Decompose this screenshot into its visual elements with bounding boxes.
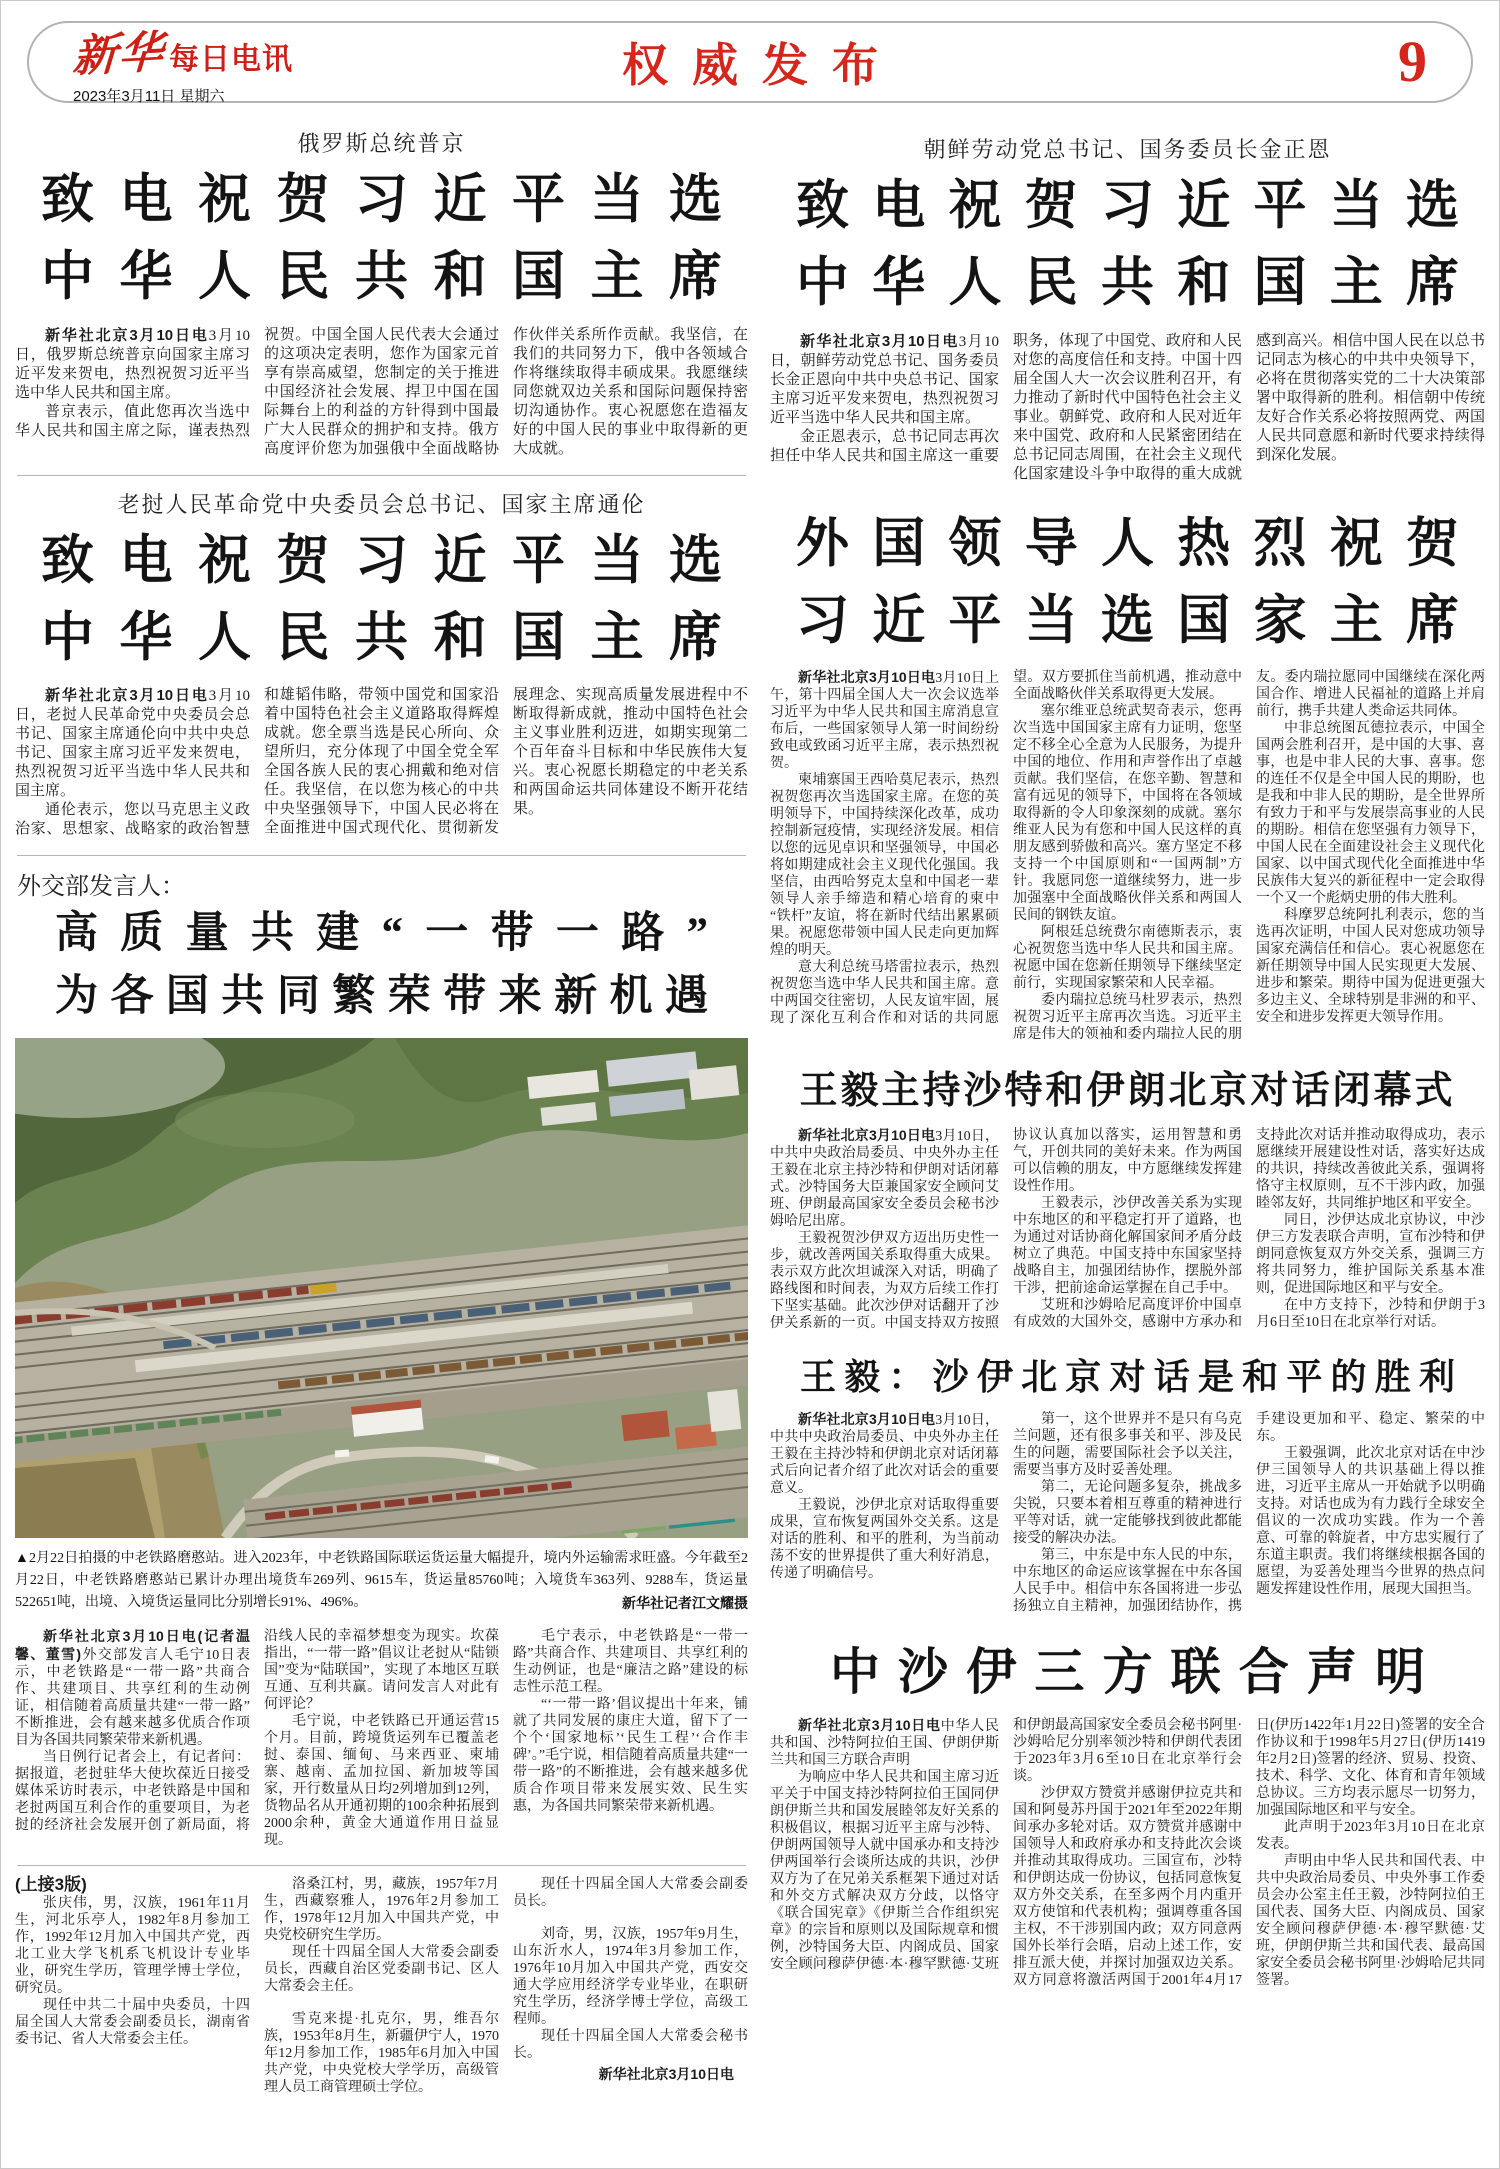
dateline: 新华社北京3月10日电 — [45, 326, 209, 344]
article-body — [770, 669, 1485, 1043]
paragraph: 金正恩表示，总书记同志再次担任中华人民共和国主席这一重要职务，体现了中国党、政府和人民对您的高度信任和支持。中国十四届全国人大一次会议胜利召开，有力推动了新时代中国特色社会主义事业。朝鲜党、政府和人民对近年来中国党、政府和人民紧密团结在总书记同志周围，在社会主义现代化国家建设斗争中取得的重大成就感到高兴。相信中国人民在以总书记同志为核心的中共中央领导下，必将在贯彻落实党的二十大决策部署中取得新的胜利。相信朝中传统友好合作关系必将按照两党、两国人民共同意愿和新时代要求持续得到深化发展。 — [770, 332, 1485, 482]
caption-text: ▲2月22日拍摄的中老铁路磨憨站。进入2023年，中老铁路国际联运货运量大幅提升，境内外运输需求旺盛。今年截至2月22日，中老铁路磨憨站已累计办理出境货车269列、9615车，货运量85760吨；入境货车363列、9288车，货运量522651吨，出境、入境货运量同比分别增长91%、496%。 — [15, 1551, 748, 1611]
left-column — [15, 115, 748, 2096]
paragraph: 塞尔维亚总统武契奇表示，您再次当选中国国家主席有力证明，您坚定不移全心全意为人民服务，为提升中国的地位、作用和声誉作出了卓越贡献。我们坚信，在您辛勤、智慧和富有远见的领导下，中国将在各领域取得新的令人印象深刻的成就。塞尔维亚人民为有您和中国人民这样的真朋友感到骄傲和高兴。塞方坚定不移支持一个中国原则和“一国两制”方针。我愿同您一道继续努力，进一步加强塞中全面战略伙伴关系和两国人民间的钢铁友谊。 — [1013, 704, 1242, 924]
paragraph: 现任十四届全国人大常委会副委员长，西藏自治区党委副书记、区人大常委会主任。 — [264, 1945, 499, 1995]
headline-laos-line1: 致电祝贺习近平当选 — [41, 531, 722, 590]
paragraph: 新华社北京3月10日电中华人民共和国、沙特阿拉伯王国、伊朗伊斯兰共和国三方联合声明 — [770, 1716, 1000, 1768]
article-body — [770, 1717, 1485, 1989]
page-number: 9 — [1398, 29, 1427, 94]
paragraph: 普京表示，值此您再次当选中华人民共和国主席之际，谨表热烈祝贺。中国全国人民代表大会通过的这项决定表明，您作为国家元首享有崇高威望，您制定的关于推进中国经济社会发展、捍卫中国在国际舞台上的利益的方针得到中国最广大人民群众的拥护和支持。俄方高度评价您为加强俄中全面战略协作伙伴关系所作贡献。我坚信，在我们的共同努力下，俄中各领域合作将继续取得丰硕成果。我愿继续同您就双边关系和国际问题保持密切沟通协作。衷心祝愿您在造福友好的中国人民的事业中取得新的更大成就。 — [15, 326, 748, 457]
paragraph: 艾班和沙姆哈尼高度评价中国卓有成效的大国外交，感谢中方承办和支持此次对话并推动取得成功，表示愿继续开展建设性对话，落实好达成的共识，持续改善彼此关系，强调将恪守主权原则，互不干涉内政，加强睦邻友好，共同维护地区和平安全。 — [1013, 1127, 1485, 1330]
article-body — [15, 326, 748, 459]
section-title: 权威发布 — [622, 40, 902, 91]
paragraph: 此声明于2023年3月10日在北京发表。 — [1256, 1819, 1485, 1852]
paragraph: 新华社北京3月10日电3月10日，朝鲜劳动党总书记、国务委员长金正恩向中共中央总书记、国家主席习近平发来贺电，热烈祝贺习近平当选中华人民共和国主席。 — [770, 332, 999, 426]
paragraph: 意大利总统马塔雷拉表示，热烈祝贺您当选中华人民共和国主席。意中两国交往密切，人民友谊牢固，展现了深化互利合作和对话的共同愿望。双方要抓住当前机遇，推动意中全面战略伙伴关系取得更大发展。 — [770, 670, 1242, 1027]
headline-kim-line1: 致电祝贺习近平当选 — [796, 177, 1459, 235]
paragraph: 为响应中华人民共和国主席习近平关于中国支持沙特阿拉伯王国同伊朗伊斯兰共和国发展睦邻友好关系的积极倡议，根据习近平主席与沙特、伊朗两国领导人就中国承办和支持沙伊两国举行会谈所达成的共识，沙伊双方为了在兄弟关系框架下通过对话和外交方式解决双方分歧，以恪守《联合国宪章》《伊斯兰合作组织宪章》的宗旨和原则以及国际规章和惯例，沙特国务大臣、内阁成员、国家安全顾问穆萨伊德·本·穆罕默德·艾班和伊朗最高国家安全委员会秘书阿里·沙姆哈尼分别率领沙特和伊朗代表团于2023年3月6至10日在北京举行会谈。 — [770, 1717, 1242, 1972]
headline-wangyi-closing: 王毅主持沙特和伊朗北京对话闭幕式 — [799, 1070, 1456, 1113]
article-body — [15, 1628, 748, 1849]
paragraph: 柬埔寨国王西哈莫尼表示，热烈祝贺您再次当选国家主席。在您的英明领导下，中国持续深化改革，成功控制新冠疫情，实现经济发展。相信以您的远见卓识和坚强领导，中国必将如期建成社会主义现代化强国。我坚信，由西哈努克太皇和中国老一辈领导人亲手缔造和精心培育的柬中“铁杆”友谊，将在新时代结出累累硕果。祝愿您带领中国人民走向更加辉煌的明天。 — [770, 773, 999, 959]
photo-credit: 新华社记者江文耀摄 — [622, 1595, 748, 1612]
dateline: 新华社北京3月10日电 — [798, 1126, 936, 1143]
paragraph: 新华社北京3月10日电3月10日，中共中央政治局委员、中央外办主任王毅在主持沙特和伊朗北京对话闭幕式后向记者介绍了此次对话会的重要意义。 — [770, 1410, 1000, 1496]
dateline: 新华社北京3月10日电(记者温馨、董雪) — [15, 1628, 250, 1663]
paragraph: “‘一带一路’倡议提出十年来，铺就了共同发展的康庄大道，留下了一个个‘国家地标’‘民生工程’‘合作丰碑’。”毛宁说，相信随着高质量共建“一带一路”的不断推进，会有越来越多优质合作项目带来发展实效、民生实惠，为各国共同繁荣带来新机遇。 — [513, 1697, 748, 1815]
headline-russia-line1: 致电祝贺习近平当选 — [41, 171, 722, 229]
paragraph: 中非总统图瓦德拉表示，中国全国两会胜利召开，是中国的大事、喜事，也是中非人民的大事、喜事。您的连任不仅是全中国人民的期盼，也是我和中非人民的期盼，是全世界所有致力于和平与发展崇高事业的人民的期盼。相信在您坚强有力领导下，中国人民在全面建设社会主义现代化国家、以中国式现代化全面推进中华民族伟大复兴的新征程中一定会取得一个又一个彪炳史册的伟大胜利。 — [1256, 721, 1485, 907]
article-body — [770, 1411, 1485, 1615]
paragraph: 新华社北京3月10日电3月10日，老挝人民革命党中央委员会总书记、国家主席通伦向中共中央总书记、国家主席习近平发来贺电，热烈祝贺习近平当选中华人民共和国主席。 — [15, 687, 250, 800]
paragraph: 新华社北京3月10日电(记者温馨、董雪)外交部发言人毛宁10日表示，中老铁路是“一带一路”共商合作、共建项目、共享红利的生动例证，相信随着高质量共建“一带一路”不断推进，会有越来越多优质合作项目为各国共同繁荣带来新机遇。 — [15, 1628, 251, 1749]
paragraph: 在中方支持下，沙特和伊朗于3月6日至10日在北京举行对话。 — [1256, 1297, 1485, 1330]
headline-foreign-leaders-line2: 习近平当选国家主席 — [796, 591, 1459, 650]
paragraph: 现任十四届全国人大常委会秘书长。 — [513, 2029, 748, 2062]
kicker-foreign-ministry-spokesperson: 外交部发言人： — [17, 873, 185, 901]
paragraph: 王毅祝贺沙伊双方迈出历史性一步，就改善两国关系取得重大成果。表示双方此次坦诚深入对话，明确了路线图和时间表，为双方后续工作打下坚实基础。此次沙伊对话翻开了沙伊关系新的一页。中国支持双方按照协议认真加以落实，运用智慧和勇气，开创共同的美好未来。作为两国可以信赖的朋友，中方愿继续发挥建设性作用。 — [770, 1127, 1242, 1331]
dateline: 新华社北京3月10日电 — [798, 1716, 941, 1733]
dateline: 新华社北京3月10日电 — [45, 687, 209, 705]
article-body — [770, 332, 1485, 484]
date-line: 2023年3月11日 星期六 — [73, 88, 225, 105]
dateline: 新华社北京3月10日电 — [800, 332, 959, 350]
headline-foreign-leaders-line1: 外国领导人热烈祝贺 — [796, 514, 1459, 573]
paragraph: 现任中共二十届中央委员，十四届全国人大常委会副委员长，湖南省委书记、省人大常委会主任。 — [15, 1998, 250, 2048]
article-foreign-leaders-congratulate — [770, 506, 1485, 1044]
article-body — [770, 1127, 1485, 1332]
paragraph: 毛宁说，中老铁路已开通运营15个月。目前，跨境货运列车已覆盖老挝、泰国、缅甸、马来西亚、柬埔寨、越南、孟加拉国、新加坡等国家，开行数量从日均2列增加到12列，货物品名从开通初期的100余种拓展到2000余种，黄金大通道作用日益显现。 — [264, 1714, 499, 1849]
paragraph: 王毅表示，沙伊改善关系为实现中东地区的和平稳定打开了道路，也为通过对话协商化解国家间矛盾分歧树立了典范。中国支持中东国家坚持战略自主，加强团结协作，摆脱外部干涉，把前途命运掌握在自己手中。 — [1013, 1195, 1242, 1296]
jump-body — [15, 1876, 748, 2096]
paragraph: 第三，中东是中东人民的中东，中东地区的命运应该掌握在中东各国人民手中。相信中东各国将进一步弘扬独立自主精神，加强团结协作，携手建设更加和平、稳定、繁荣的中东。 — [1013, 1411, 1485, 1614]
article-russia-telegram — [15, 127, 748, 459]
paragraph: 当日例行记者会上，有记者问：据报道，老挝驻华大使坎葆近日接受媒体采访时表示，中老铁路是中国和老挝两国互利合作的重要项目，为老挝的经济社会发展开创了新局面，将沿线人民的幸福梦想变为现实。坎葆指出，“一带一路”倡议让老挝从“陆锁国”变为“陆联国”，实现了本地区互联互通、互利共赢。请问发言人对此有何评论？ — [15, 1629, 499, 1834]
article-kim-telegram — [770, 121, 1485, 484]
paragraph: 现任十四届全国人大常委会副委员长。 — [513, 1877, 748, 1910]
section-divider — [17, 475, 746, 476]
article-laos-telegram — [15, 488, 748, 840]
logo-daily-telegraph: 每日电讯 — [169, 43, 293, 76]
paragraph: 声明由中华人民共和国代表、中共中央政治局委员、中央外事工作委员会办公室主任王毅，沙特阿拉伯王国代表、国务大臣、内阁成员、国家安全顾问穆萨伊德·本·穆罕默德·艾班，伊朗伊斯兰共和国代表、最高国家安全委员会秘书阿里·沙姆哈尼共同签署。 — [1256, 1853, 1485, 1988]
masthead — [27, 21, 1473, 103]
paragraph: 新华社北京3月10日电3月10日，俄罗斯总统普京向国家主席习近平发来贺电，热烈祝贺习近平当选中华人民共和国主席。 — [15, 326, 250, 401]
headline-wangyi-peace: 王毅：沙伊北京对话是和平的胜利 — [800, 1356, 1455, 1397]
paragraph: (上接3版) — [15, 1875, 87, 1895]
paragraph: 刘奇，男，汉族，1957年9月生，山东沂水人，1974年3月参加工作，1976年10月加入中国共产党，西安交通大学应用经济学专业毕业，在职研究生学历，经济学博士学位，高级工程师。 — [513, 1927, 748, 2028]
article-belt-and-road — [15, 866, 748, 1849]
photo-caption — [15, 1548, 748, 1614]
paragraph: 同日，沙伊达成北京协议，中沙伊三方发表联合声明，宣布沙特和伊朗同意恢复双方外交关系，强调三方将共同努力，维护国际关系基本准则，促进国际地区和平与安全。 — [1256, 1212, 1485, 1296]
paragraph: 洛桑江村，男，藏族，1957年7月生，西藏察雅人，1976年2月参加工作，1978年12月加入中国共产党，中央党校研究生学历。 — [264, 1877, 499, 1944]
paragraph: 委内瑞拉总统马杜罗表示，热烈祝贺习近平主席再次当选。习近平主席是伟大的领袖和委内瑞拉人民的朋友。委内瑞拉愿同中国继续在深化两国合作、增进人民福祉的道路上并肩前行，携手共建人类命运共同体。 — [1013, 670, 1485, 1043]
headline-belt-road-line2: 为各国共同繁荣带来新机遇 — [55, 972, 708, 1020]
paragraph: 沙伊双方赞赏并感谢伊拉克共和国和阿曼苏丹国于2021年至2022年期间承办多轮对话。双方赞赏并感谢中国领导人和政府承办和支持此次会谈并推动其取得成功。三国宣布，沙特和伊朗达成一份协议，包括同意恢复双方外交关系，在至多两个月内重开双方使馆和代表机构；强调尊重各国主权，不干涉别国内政；双方同意两国外长举行会晤，启动上述工作，安排互派大使，并探讨加强双边关系。双方同意将激活两国于2001年4月17日(伊历1422年1月22日)签署的安全合作协议和于1998年5月27日(伊历1419年2月2日)签署的经济、贸易、投资、技术、科学、文化、体育和青年领域总协议。三方均表示愿尽一切努力，加强国际地区和平与安全。 — [1013, 1717, 1485, 1988]
paragraph: 王毅说，沙伊北京对话取得重要成果，宣布恢复两国外交关系。这是对话的胜利、和平的胜利，为当前动荡不安的世界提供了重大利好消息，传递了明确信号。 — [770, 1497, 999, 1581]
jump-section-continued-from-page3 — [15, 1876, 748, 2096]
right-column — [770, 115, 1485, 2096]
dateline: 新华社北京3月10日电 — [798, 669, 936, 686]
headline-joint-statement: 中沙伊三方联合声明 — [830, 1643, 1425, 1700]
article-trilateral-joint-statement — [770, 1637, 1485, 2097]
headline-kim-line2: 中华人民共和国主席 — [796, 253, 1459, 312]
article-wangyi-peace-victory — [770, 1354, 1485, 1615]
paragraph: 新华社北京3月10日电3月10日上午，第十四届全国人大一次会议选举习近平为中华人民共和国主席消息宣布后，一些国家领导人第一时间纷纷致电或致函习近平主席，表示热烈祝贺。 — [770, 669, 1000, 772]
headline-russia-line2: 中华人民共和国主席 — [41, 247, 722, 306]
kicker-putin: 俄罗斯总统普京 — [297, 131, 466, 156]
paragraph: 张庆伟，男，汉族，1961年11月生，河北乐亭人，1982年8月参加工作，1992年12月加入中国共产党，西北工业大学飞机系飞机设计专业毕业，研究生学历，管理学博士学位，研究员。 — [15, 1896, 250, 1997]
paragraph: 第一，这个世界并不是只有乌克兰问题，还有很多事关和平、涉及民生的问题，需要国际社会予以关注，需要当事方及时妥善处理。 — [1013, 1411, 1242, 1478]
paragraph: 通伦表示，您以马克思主义政治家、思想家、战略家的政治智慧和雄韬伟略，带领中国党和国家沿着中国特色社会主义道路取得辉煌成就。您全票当选是民心所向、众望所归，充分体现了中国全党全军全国各族人民的衷心拥戴和绝对信任。我坚信，在以您为核心的中共中央坚强领导下，中国人民必将在全面推进中国式现代化、贯彻新发展理念、实现高质量发展进程中不断取得新成就，推动中国特色社会主义事业胜利迈进，如期实现第二个百年奋斗目标和中华民族伟大复兴。衷心祝愿长期稳定的中老关系和两国命运共同体建设不断开花结果。 — [15, 687, 748, 838]
paragraph: 新华社北京3月10日电 — [598, 2066, 734, 2083]
logo-xinhua-script: 新华 — [71, 27, 166, 82]
paragraph: 第二，无论问题多复杂，挑战多尖锐，只要本着相互尊重的精神进行平等对话，就一定能够找到彼此都能接受的解决办法。 — [1013, 1479, 1242, 1546]
section-divider — [17, 855, 746, 856]
paragraph: 王毅强调，此次北京对话在中沙伊三国领导人的共识基础上得以推进，习近平主席从一开始就予以明确支持。对话也成为有力践行全球安全倡议的一次成功实践。作为一个善意、可靠的斡旋者，中方忠实履行了东道主职责。我们将继续根据各国的愿望，为妥善处理当今世界的热点问题发挥建设性作用，展现大国担当。 — [1256, 1445, 1485, 1597]
railway-aerial-photo-illustration — [15, 1038, 748, 1538]
paragraph: 毛宁表示，中老铁路是“一带一路”共商合作、共建项目、共享红利的生动例证，也是“廉洁之路”建设的标志性示范工程。 — [513, 1629, 748, 1696]
article-body — [15, 686, 748, 839]
paragraph: 科摩罗总统阿扎利表示，您的当选再次证明，中国人民对您成功领导国家充满信任和信心。衷心祝愿您在新任期领导中国人民实现更大发展、进步和繁荣。期待中国为促进更强大多边主义、全球特别是非洲的和平、安全和进步发挥更大领导作用。 — [1256, 908, 1485, 1026]
article-wangyi-closing-ceremony — [770, 1067, 1485, 1331]
paragraph: 雪克来提·扎克尔，男，维吾尔族，1953年8月生，新疆伊宁人，1970年12月参加工作，1985年6月加入中国共产党，中央党校大学学历，高级管理人员工商管理硕士学位。 — [264, 2012, 499, 2096]
paragraph: 阿根廷总统费尔南德斯表示，衷心祝贺您当选中华人民共和国主席。祝愿中国在您新任期领导下继续坚定前行，实现国家繁荣和人民幸福。 — [1013, 925, 1242, 992]
headline-belt-road-line1: 高质量共建“一带一路” — [55, 910, 708, 958]
kicker-kim-jong-un: 朝鲜劳动党总书记、国务委员长金正恩 — [923, 137, 1332, 162]
dateline: 新华社北京3月10日电 — [798, 1410, 936, 1427]
photo-china-laos-railway-station — [15, 1038, 748, 1538]
headline-laos-line2: 中华人民共和国主席 — [41, 608, 722, 667]
kicker-thongloun: 老挝人民革命党中央委员会总书记、国家主席通伦 — [117, 491, 646, 517]
section-divider — [17, 1865, 746, 1866]
page-content — [1, 103, 1499, 2096]
paragraph: 新华社北京3月10日电3月10日，中共中央政治局委员、中央外办主任王毅在北京主持沙特和伊朗对话闭幕式。沙特国务大臣兼国家安全顾问艾班、伊朗最高国家安全委员会秘书沙姆哈尼出席。 — [770, 1126, 1000, 1229]
